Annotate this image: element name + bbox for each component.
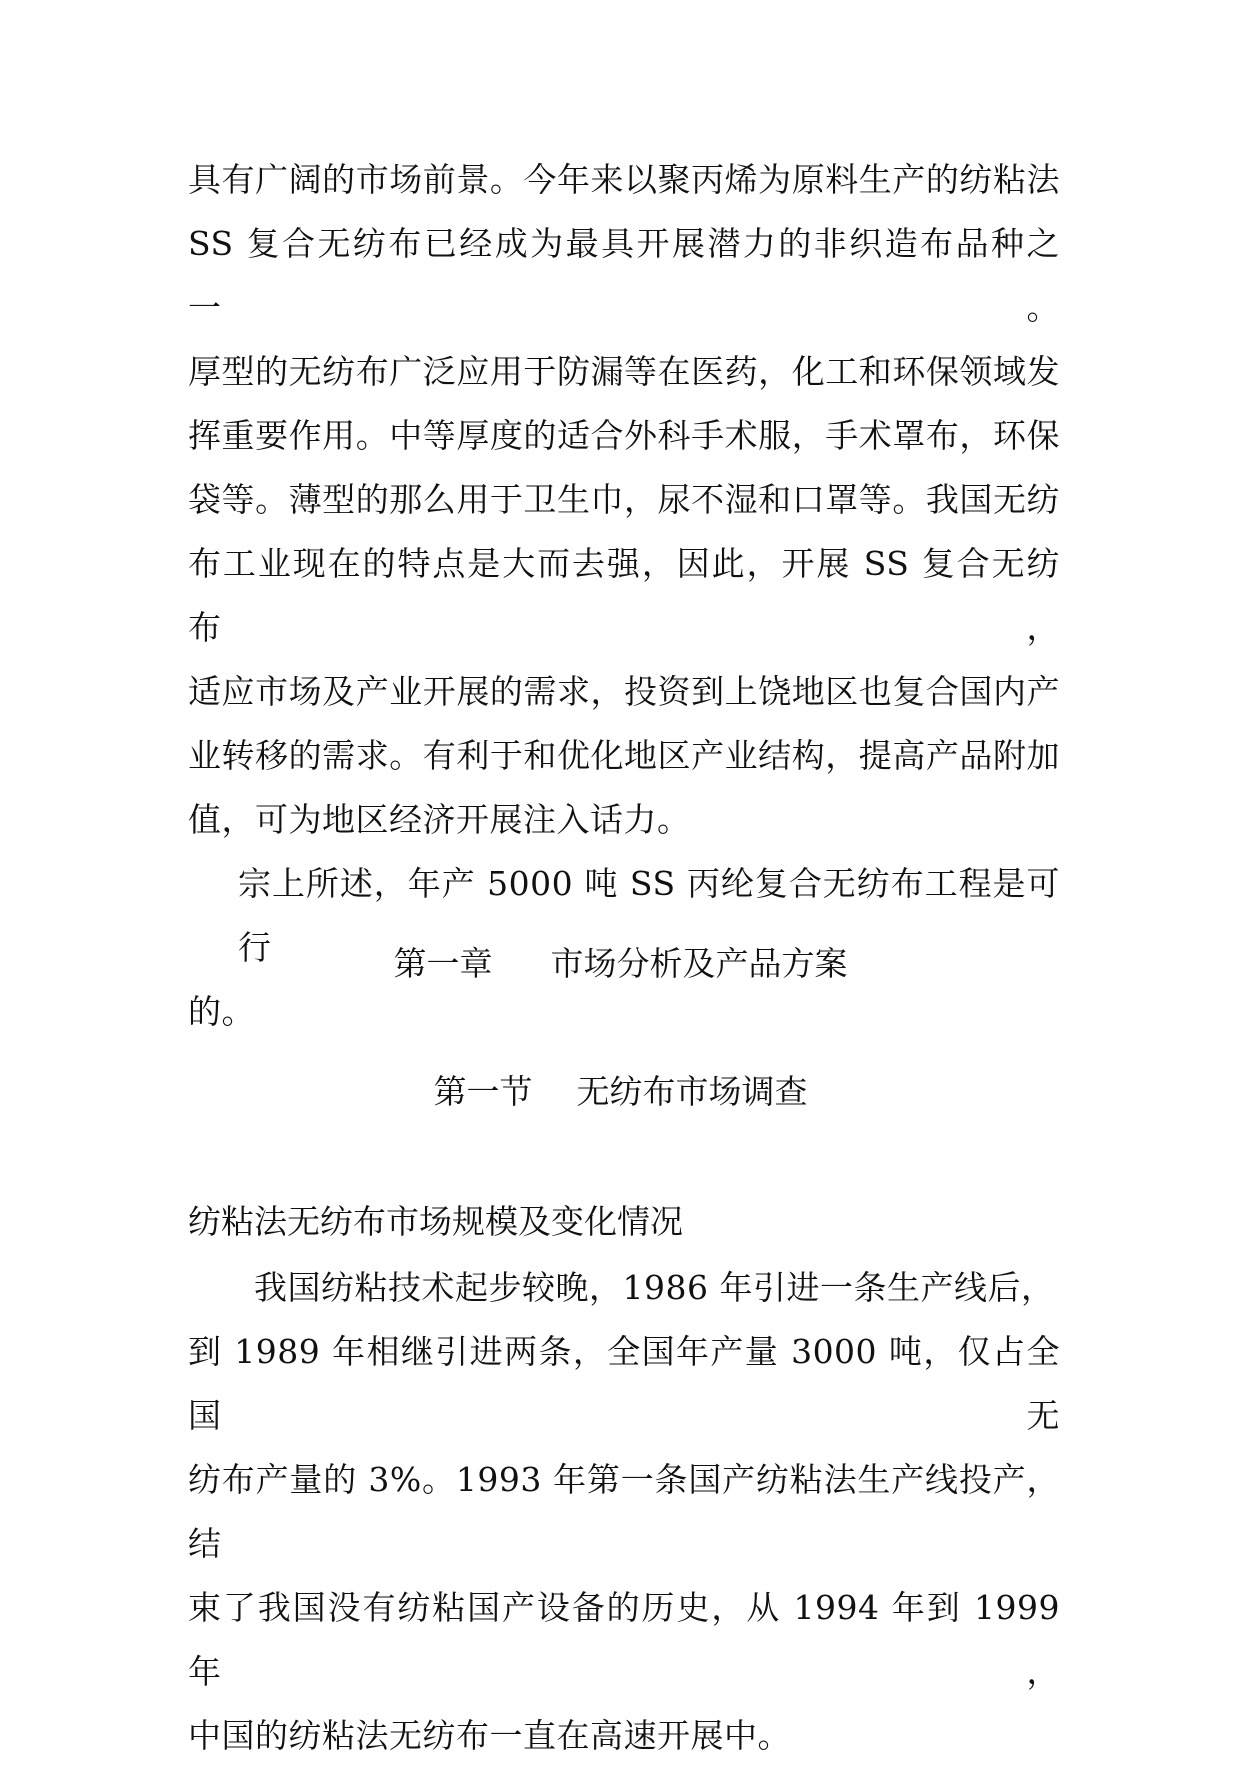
conclusion-line: 的。 (188, 992, 255, 1031)
paragraph-line: 纺布产量的 3%。1993 年第一条国产纺粘法生产线投产，结 (188, 1460, 1060, 1563)
paragraph-line: 布工业现在的特点是大而去强，因此，开展 SS 复合无纺布， (188, 544, 1060, 647)
chapter-title: 市场分析及产品方案 (550, 944, 848, 983)
paragraph-line: 束了我国没有纺粘国产设备的历史，从 1994 年到 1999 年， (188, 1588, 1060, 1691)
paragraph-line: 挥重要作用。中等厚度的适合外科手术服，手术罩布，环保 (188, 416, 1060, 455)
paragraph-line: 值，可为地区经济开展注入话力。 (188, 800, 691, 839)
subheading: 纺粘法无纺布市场规模及变化情况 (188, 1202, 683, 1241)
body-paragraph (188, 1256, 1060, 1768)
section-title: 无纺布市场调查 (576, 1072, 808, 1111)
chapter-number: 第一章 (393, 944, 493, 983)
paragraph-line: 厚型的无纺布广泛应用于防漏等在医药，化工和环保领域发 (188, 352, 1060, 391)
intro-paragraph (188, 148, 1060, 1044)
paragraph-line: 具有广阔的市场前景。今年来以聚丙烯为原料生产的纺粘法 (188, 160, 1060, 199)
section-heading (0, 1060, 1241, 1124)
paragraph-line: 适应市场及产业开展的需求，投资到上饶地区也复合国内产 (188, 672, 1060, 711)
paragraph-line: 袋等。薄型的那么用于卫生巾，尿不湿和口罩等。我国无纺 (188, 480, 1060, 519)
conclusion-line: 宗上所述，年产 5000 吨 SS 丙纶复合无纺布工程是可行 (238, 864, 1060, 967)
paragraph-line: 业转移的需求。有利于和优化地区产业结构，提高产品附加 (188, 736, 1060, 775)
paragraph-line: 到 1989 年相继引进两条，全国年产量 3000 吨，仅占全国无 (188, 1332, 1060, 1435)
section-number: 第一节 (433, 1072, 533, 1111)
paragraph-line: 我国纺粘技术起步较晚，1986 年引进一条生产线后， (254, 1268, 1055, 1307)
chapter-heading (0, 932, 1241, 996)
paragraph-line: SS 复合无纺布已经成为最具开展潜力的非织造布品种之一。 (188, 224, 1060, 327)
paragraph-line: 中国的纺粘法无纺布一直在高速开展中。 (188, 1716, 791, 1755)
